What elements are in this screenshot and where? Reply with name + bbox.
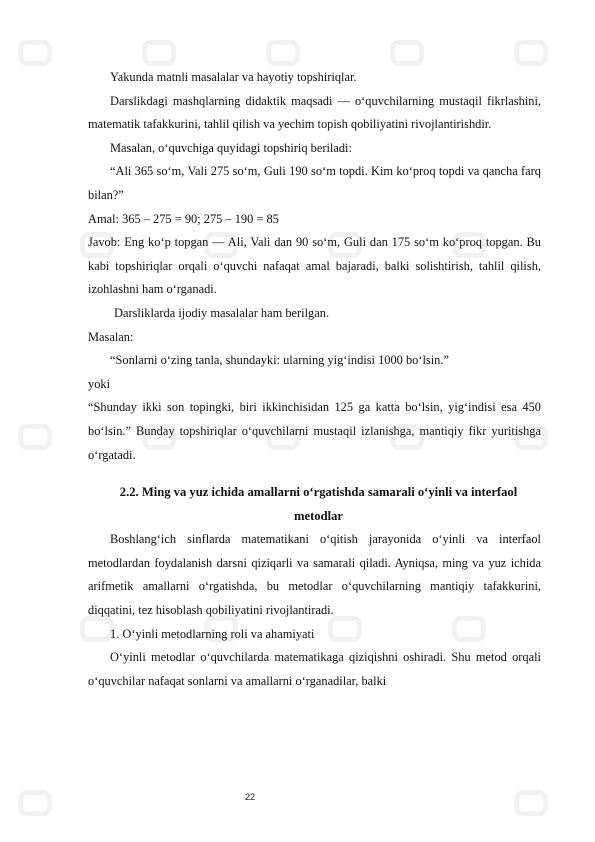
task-quote: “Shunday ikki son topingki, biri ikkinchisidan 125 ga katta bo‘lsin, yig‘indisi esa 450 bo‘lsin.” Bunday topshiriqlar o‘quvchilarni mustaqil izlanishga, mantiqiy fikr yuritishga o‘rgatadi. [88,400,541,462]
body-paragraph: Boshlang‘ich sinflarda matematikani o‘qitish jarayonida o‘yinli va interfaol metodlardan foydalanish darsni qiziqarli va samarali qiladi. Ayniqsa, ming va yuz ichida arifmetik amallarni o‘rgatishda, bu metodlar o‘quvchilarning mantiqiy tafakkurini, diqqatini, tez hisoblash qobiliyatini rivojlantiradi. [88,532,541,618]
page-number: 22 [244,792,255,802]
watermark-shape [514,790,548,816]
body-paragraph: O‘yinli metodlar o‘quvchilarda matematikaga qiziqishni oshiradi. Shu metod orqali o‘quvchilar nafaqat sonlarni va amallarni o‘rganadilar, balki [88,650,541,688]
calculation-line: Amal: 365 – 275 = 90; 275 – 190 = 85 [88,211,279,226]
subsection-title: 1. O‘yinli metodlarning roli va ahamiyati [110,626,315,641]
connector-word: yoki [88,376,111,391]
watermark-shape [18,790,52,816]
body-paragraph: Yakunda matnli masalalar va hayotiy topshiriqlar. [110,70,357,84]
watermark-shape [142,40,176,66]
body-paragraph: Masalan, o‘quvchiga quyidagi topshiriq beriladi: [110,140,352,155]
watermark-shape [18,424,52,450]
watermark-shape [266,40,300,66]
task-quote: “Ali 365 so‘m, Vali 275 so‘m, Guli 190 so‘m topdi. Kim ko‘proq topdi va qancha farq bilan?” [88,164,541,202]
watermark-shape [514,40,548,66]
answer-paragraph: Javob: Eng ko‘p topgan — Ali, Vali dan 90 so‘m, Guli dan 175 so‘m ko‘proq topgan. Bu kabi topshiriqlar orqali o‘quvchi nafaqat amal bajaradi, balki solishtirish, tahlil qilish, izohlashni ham o‘rganadi. [88,235,541,297]
section-heading: 2.2. Ming va yuz ichida amallarni o‘rgatishda samarali o‘yinli va interfaol metodlar [119,485,518,523]
watermark-shape [390,40,424,66]
body-paragraph: Darslikdagi mashqlarning didaktik maqsadi — o‘quvchilarning mustaqil fikrlashini, matematik tafakkurini, tahlil qilish va yechim topish qobiliyatini rivojlantirishdir. [88,93,541,132]
document-body [88,66,541,693]
body-paragraph: Darsliklarda ijodiy masalalar ham berilgan. [114,305,330,320]
watermark-shape [18,40,52,66]
task-quote: “Sonlarni o‘zing tanla, shundayki: ularning yig‘indisi 1000 bo‘lsin.” [110,353,449,368]
example-label: Masalan: [88,329,134,344]
